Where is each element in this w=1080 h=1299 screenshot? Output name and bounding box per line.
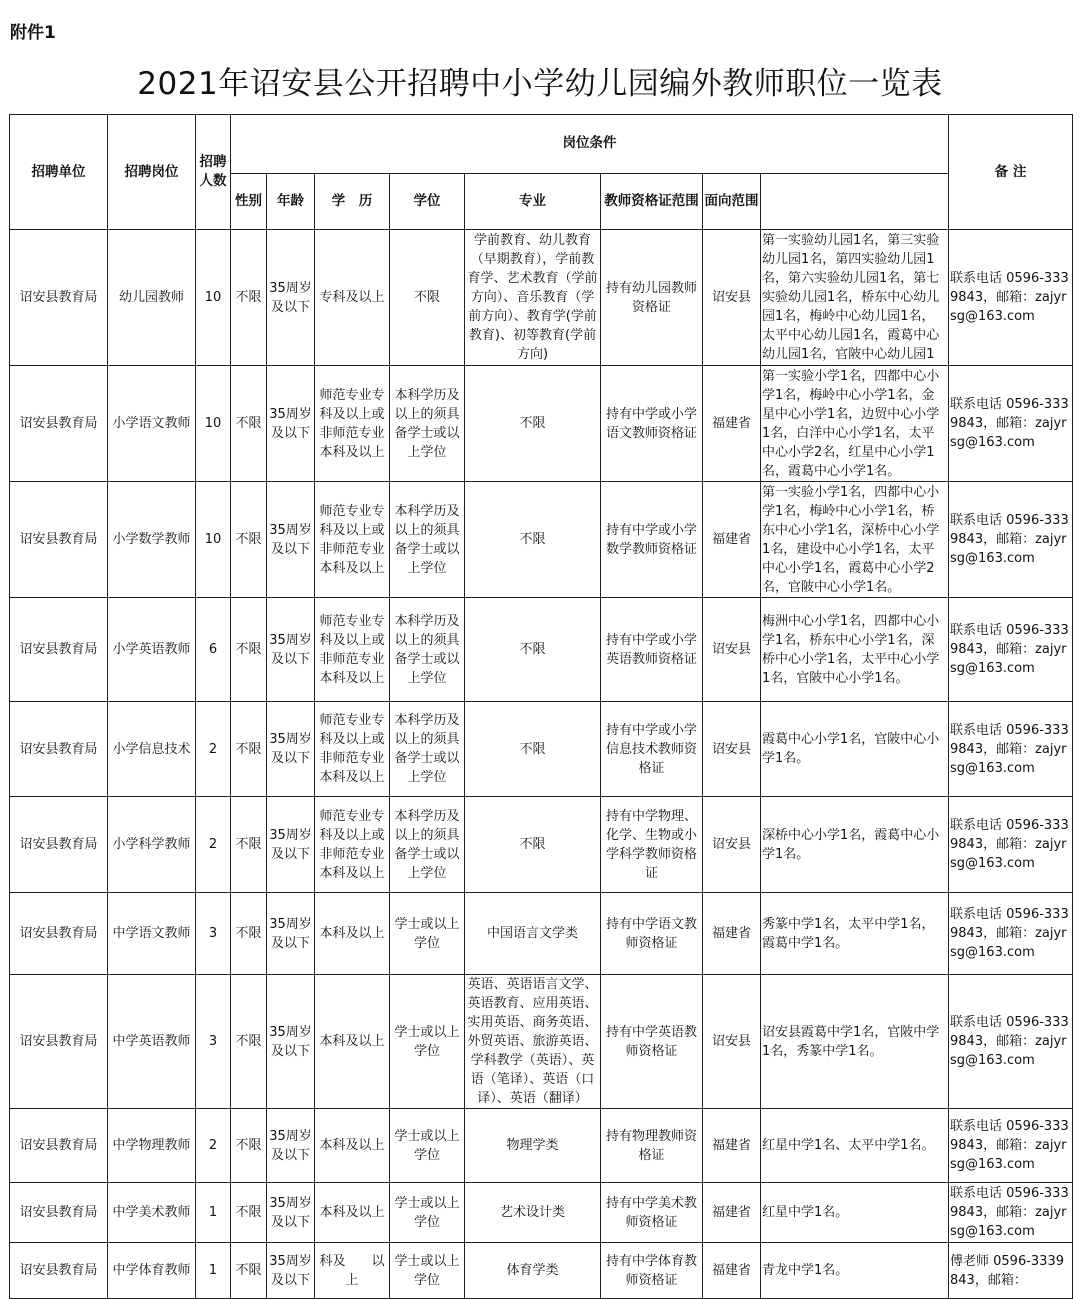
- cell-unit: 诏安县教育局: [10, 366, 108, 482]
- cell-contact: 联系电话 0596-3339843，邮箱：zajyrsg@163.com: [949, 797, 1073, 893]
- table-row: [10, 1183, 1073, 1243]
- cell-cert: 持有中学体育教师资格证: [601, 1243, 703, 1299]
- cell-scope: 福建省: [703, 482, 761, 598]
- header-age: 年龄: [267, 173, 315, 229]
- cell-education: 本科及以上: [315, 893, 390, 975]
- positions-table: [9, 114, 1073, 1299]
- cell-education: 师范专业专科及以上或非师范专业本科及以上: [315, 598, 390, 702]
- cell-education: 师范专业专科及以上或非师范专业本科及以上: [315, 366, 390, 482]
- cell-cert: 持有中学或小学英语教师资格证: [601, 598, 703, 702]
- cell-age: 35周岁及以下: [267, 482, 315, 598]
- cell-age: 35周岁及以下: [267, 893, 315, 975]
- cell-contact: 联系电话 0596-3339843，邮箱：zajyrsg@163.com: [949, 366, 1073, 482]
- cell-education: 师范专业专科及以上或非师范专业本科及以上: [315, 482, 390, 598]
- cell-contact: 联系电话 0596-3339843，邮箱：zajyrsg@163.com: [949, 230, 1073, 366]
- cell-gender: 不限: [231, 1243, 267, 1299]
- cell-degree: 学士或以上学位: [390, 1183, 465, 1243]
- cell-gender: 不限: [231, 975, 267, 1109]
- cell-remarks: 青龙中学1名。: [761, 1243, 949, 1299]
- cell-position: 幼儿园教师: [108, 230, 196, 366]
- cell-degree: 不限: [390, 230, 465, 366]
- cell-cert: 持有中学英语教师资格证: [601, 975, 703, 1109]
- cell-major: 不限: [465, 797, 601, 893]
- cell-remarks: 诏安县霞葛中学1名，官陂中学1名，秀篆中学1名。: [761, 975, 949, 1109]
- cell-remarks: 红星中学1名。: [761, 1183, 949, 1243]
- cell-position: 中学语文教师: [108, 893, 196, 975]
- cell-scope: 诏安县: [703, 975, 761, 1109]
- cell-education: 专科及以上: [315, 230, 390, 366]
- table-row: [10, 598, 1073, 702]
- header-gender: 性别: [231, 173, 267, 229]
- cell-cert: 持有中学或小学信息技术教师资格证: [601, 702, 703, 797]
- cell-position: 中学英语教师: [108, 975, 196, 1109]
- header-count: 招聘人数: [196, 115, 231, 230]
- cell-gender: 不限: [231, 230, 267, 366]
- cell-position: 小学科学教师: [108, 797, 196, 893]
- cell-count: 6: [196, 598, 231, 702]
- cell-education: 本科及以上: [315, 1109, 390, 1183]
- cell-scope: 福建省: [703, 1109, 761, 1183]
- cell-contact: 联系电话 0596-3339843，邮箱：zajyrsg@163.com: [949, 1183, 1073, 1243]
- cell-remarks: 第一实验小学1名，四都中心小学1名，梅岭中心小学1名，桥东中心小学1名，深桥中心小学1名，建设中心小学1名，太平中心小学1名，霞葛中心小学2名，官陂中心小学1名。: [761, 482, 949, 598]
- cell-remarks: 霞葛中心小学1名，官陂中心小学1名。: [761, 702, 949, 797]
- table-row: [10, 482, 1073, 598]
- cell-scope: 福建省: [703, 893, 761, 975]
- cell-degree: 本科学历及以上的须具备学士或以上学位: [390, 482, 465, 598]
- cell-age: 35周岁及以下: [267, 797, 315, 893]
- table-row: [10, 797, 1073, 893]
- cell-degree: 本科学历及以上的须具备学士或以上学位: [390, 797, 465, 893]
- table-row: [10, 230, 1073, 366]
- cell-unit: 诏安县教育局: [10, 893, 108, 975]
- table-row: [10, 702, 1073, 797]
- cell-degree: 学士或以上学位: [390, 1109, 465, 1183]
- cell-remarks: 梅洲中心小学1名，四都中心小学1名，桥东中心小学1名，深桥中心小学1名，太平中心小学1名，官陂中心小学1名。: [761, 598, 949, 702]
- cell-major: 物理学类: [465, 1109, 601, 1183]
- table-row: [10, 975, 1073, 1109]
- cell-age: 35周岁及以下: [267, 975, 315, 1109]
- cell-scope: 诏安县: [703, 797, 761, 893]
- cell-remarks: 秀篆中学1名，太平中学1名，霞葛中学1名。: [761, 893, 949, 975]
- cell-contact: 联系电话 0596-3339843，邮箱：zajyrsg@163.com: [949, 702, 1073, 797]
- cell-scope: 福建省: [703, 1243, 761, 1299]
- cell-cert: 持有中学或小学语文教师资格证: [601, 366, 703, 482]
- cell-remarks: 第一实验小学1名，四都中心小学1名，梅岭中心小学1名，金星中心小学1名，边贸中心小学1名，白洋中心小学1名，太平中心小学2名，红星中心小学1名，霞葛中心小学1名。: [761, 366, 949, 482]
- cell-age: 35周岁及以下: [267, 366, 315, 482]
- cell-count: 2: [196, 702, 231, 797]
- cell-unit: 诏安县教育局: [10, 702, 108, 797]
- cell-count: 1: [196, 1183, 231, 1243]
- header-position: 招聘岗位: [108, 115, 196, 230]
- cell-remarks: 红星中学1名、太平中学1名。: [761, 1109, 949, 1183]
- cell-unit: 诏安县教育局: [10, 975, 108, 1109]
- cell-unit: 诏安县教育局: [10, 230, 108, 366]
- cell-position: 中学美术教师: [108, 1183, 196, 1243]
- cell-cert: 持有物理教师资格证: [601, 1109, 703, 1183]
- header-major: 专业: [465, 173, 601, 229]
- cell-major: 英语、英语语言文学、英语教育、应用英语、实用英语、商务英语、外贸英语、旅游英语、学科教学（英语）、英语（笔译）、英语（口译）、英语（翻译）: [465, 975, 601, 1109]
- cell-scope: 福建省: [703, 366, 761, 482]
- cell-gender: 不限: [231, 1183, 267, 1243]
- cell-education: 师范专业专科及以上或非师范专业本科及以上: [315, 702, 390, 797]
- table-row: [10, 1243, 1073, 1299]
- cell-unit: 诏安县教育局: [10, 797, 108, 893]
- cell-age: 35周岁及以下: [267, 1243, 315, 1299]
- cell-position: 小学英语教师: [108, 598, 196, 702]
- cell-count: 3: [196, 893, 231, 975]
- cell-position: 中学物理教师: [108, 1109, 196, 1183]
- cell-contact: 傅老师 0596-3339843，邮箱：: [949, 1243, 1073, 1299]
- header-cert: 教师资格证范围: [601, 173, 703, 229]
- header-education: 学 历: [315, 173, 390, 229]
- cell-contact: 联系电话 0596-3339843，邮箱：zajyrsg@163.com: [949, 975, 1073, 1109]
- header-conditions: 岗位条件: [231, 115, 949, 174]
- cell-education: 本科及以上: [315, 975, 390, 1109]
- cell-major: 不限: [465, 598, 601, 702]
- header-degree: 学位: [390, 173, 465, 229]
- cell-count: 3: [196, 975, 231, 1109]
- cell-age: 35周岁及以下: [267, 1109, 315, 1183]
- cell-count: 1: [196, 1243, 231, 1299]
- cell-scope: 福建省: [703, 1183, 761, 1243]
- cell-contact: 联系电话 0596-3339843，邮箱：zajyrsg@163.com: [949, 482, 1073, 598]
- table-row: [10, 893, 1073, 975]
- header-scope: 面向范围: [703, 173, 761, 229]
- cell-gender: 不限: [231, 797, 267, 893]
- cell-major: 学前教育、幼儿教育（早期教育），学前教育学、艺术教育（学前方向）、音乐教育（学前方向）、教育学(学前教育)、初等教育(学前方向): [465, 230, 601, 366]
- cell-count: 10: [196, 230, 231, 366]
- cell-scope: 诏安县: [703, 702, 761, 797]
- header-remarks: 备 注: [949, 115, 1073, 230]
- cell-remarks: 深桥中心小学1名，霞葛中心小学1名。: [761, 797, 949, 893]
- cell-count: 10: [196, 482, 231, 598]
- cell-major: 不限: [465, 366, 601, 482]
- cell-unit: 诏安县教育局: [10, 1243, 108, 1299]
- cell-major: 不限: [465, 482, 601, 598]
- cell-major: 中国语言文学类: [465, 893, 601, 975]
- cell-contact: 联系电话 0596-3339843，邮箱：zajyrsg@163.com: [949, 1109, 1073, 1183]
- cell-gender: 不限: [231, 702, 267, 797]
- cell-cert: 持有中学物理、化学、生物或小学科学教师资格证: [601, 797, 703, 893]
- cell-unit: 诏安县教育局: [10, 1183, 108, 1243]
- cell-age: 35周岁及以下: [267, 702, 315, 797]
- cell-degree: 学士或以上学位: [390, 1243, 465, 1299]
- cell-gender: 不限: [231, 1109, 267, 1183]
- cell-gender: 不限: [231, 893, 267, 975]
- cell-age: 35周岁及以下: [267, 598, 315, 702]
- cell-count: 10: [196, 366, 231, 482]
- cell-unit: 诏安县教育局: [10, 1109, 108, 1183]
- cell-cert: 持有中学语文教师资格证: [601, 893, 703, 975]
- cell-scope: 诏安县: [703, 598, 761, 702]
- header-unit: 招聘单位: [10, 115, 108, 230]
- page-title: 2021年诏安县公开招聘中小学幼儿园编外教师职位一览表: [137, 66, 943, 102]
- cell-unit: 诏安县教育局: [10, 598, 108, 702]
- cell-cert: 持有中学美术教师资格证: [601, 1183, 703, 1243]
- cell-position: 中学体育教师: [108, 1243, 196, 1299]
- cell-count: 2: [196, 1109, 231, 1183]
- cell-age: 35周岁及以下: [267, 230, 315, 366]
- table-row: [10, 1109, 1073, 1183]
- cell-gender: 不限: [231, 482, 267, 598]
- cell-position: 小学语文教师: [108, 366, 196, 482]
- cell-cert: 持有中学或小学数学教师资格证: [601, 482, 703, 598]
- cell-position: 小学信息技术: [108, 702, 196, 797]
- cell-major: 艺术设计类: [465, 1183, 601, 1243]
- cell-position: 小学数学教师: [108, 482, 196, 598]
- cell-degree: 本科学历及以上的须具备学士或以上学位: [390, 702, 465, 797]
- cell-education: 本科及以上: [315, 1183, 390, 1243]
- cell-cert: 持有幼儿园教师资格证: [601, 230, 703, 366]
- cell-degree: 本科学历及以上的须具备学士或以上学位: [390, 598, 465, 702]
- cell-gender: 不限: [231, 598, 267, 702]
- cell-degree: 本科学历及以上的须具备学士或以上学位: [390, 366, 465, 482]
- cell-scope: 诏安县: [703, 230, 761, 366]
- cell-major: 不限: [465, 702, 601, 797]
- cell-contact: 联系电话 0596-3339843，邮箱：zajyrsg@163.com: [949, 598, 1073, 702]
- cell-gender: 不限: [231, 366, 267, 482]
- table-row: [10, 366, 1073, 482]
- attachment-label: 附件1: [10, 23, 56, 43]
- cell-education: 师范专业专科及以上或非师范专业本科及以上: [315, 797, 390, 893]
- cell-education: 科及 以上: [315, 1243, 390, 1299]
- cell-remarks: 第一实验幼儿园1名，第三实验幼儿园1名，第四实验幼儿园1名，第六实验幼儿园1名，第七实验幼儿园1名，桥东中心幼儿园1名，梅岭中心幼儿园1名，太平中心幼儿园1名，霞葛中心幼儿园1名，官陂中心幼儿园1: [761, 230, 949, 366]
- cell-count: 2: [196, 797, 231, 893]
- cell-degree: 学士或以上学位: [390, 975, 465, 1109]
- cell-age: 35周岁及以下: [267, 1183, 315, 1243]
- cell-unit: 诏安县教育局: [10, 482, 108, 598]
- cell-major: 体育学类: [465, 1243, 601, 1299]
- cell-contact: 联系电话 0596-3339843，邮箱：zajyrsg@163.com: [949, 893, 1073, 975]
- cell-degree: 学士或以上学位: [390, 893, 465, 975]
